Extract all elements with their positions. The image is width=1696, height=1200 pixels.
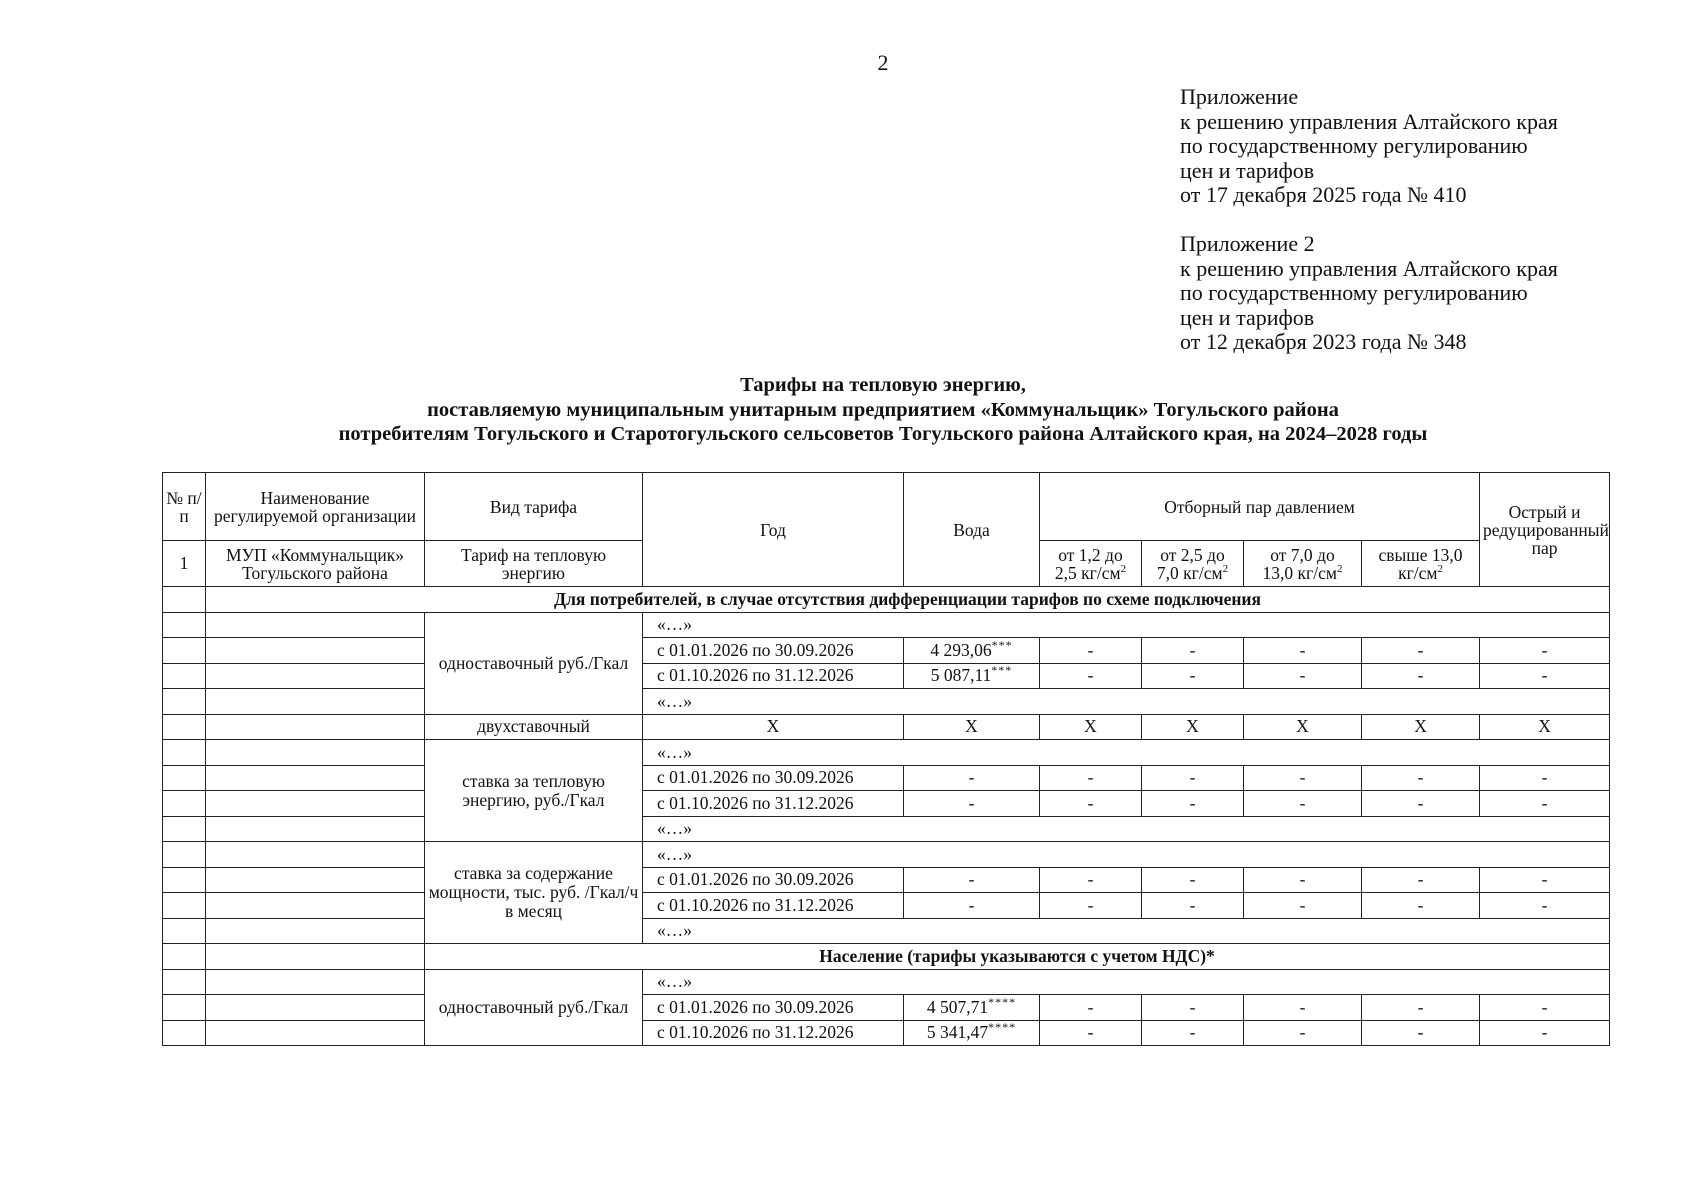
value-text: 5 341,47 bbox=[926, 1022, 989, 1043]
empty-cell bbox=[206, 714, 425, 740]
dash-cell: - bbox=[1362, 765, 1480, 791]
period-cell: с 01.01.2026 по 30.09.2026 bbox=[643, 638, 904, 664]
dash-cell: - bbox=[1244, 867, 1362, 893]
appendix-line: по государственному регулированию bbox=[1180, 280, 1528, 305]
two-rate-label: двухставочный bbox=[425, 714, 643, 740]
document-title bbox=[0, 373, 1696, 447]
dash-cell: - bbox=[1362, 893, 1480, 919]
empty-cell bbox=[163, 1020, 206, 1046]
empty-cell bbox=[163, 740, 206, 766]
ellipsis-row: «…» bbox=[643, 969, 1610, 995]
header-steam-2-a: от 2,5 до bbox=[1160, 544, 1225, 565]
sq-sup: 2 bbox=[1336, 562, 1343, 575]
empty-cell bbox=[163, 689, 206, 715]
dash-cell: - bbox=[1142, 893, 1244, 919]
sq-sup: 2 bbox=[1120, 562, 1127, 575]
x-cell: X bbox=[1362, 714, 1480, 740]
dash-cell: - bbox=[1244, 1020, 1362, 1046]
empty-cell bbox=[163, 638, 206, 664]
appendix-line: цен и тарифов bbox=[1180, 304, 1315, 330]
dash-cell: - bbox=[1040, 663, 1142, 689]
header-steam-4-a: свыше 13,0 bbox=[1378, 544, 1463, 565]
period-cell: с 01.10.2026 по 31.12.2026 bbox=[643, 1020, 904, 1046]
empty-cell bbox=[163, 714, 206, 740]
value-text: 4 293,06 bbox=[930, 639, 992, 660]
one-rate-label: одноставочный руб./Гкал bbox=[425, 969, 643, 1046]
dash-cell: - bbox=[904, 791, 1040, 817]
dash-cell: - bbox=[1040, 867, 1142, 893]
header-steam-1-b: 2,5 кг/см bbox=[1054, 562, 1121, 583]
dash-cell: - bbox=[1040, 1020, 1142, 1046]
empty-cell bbox=[163, 995, 206, 1021]
dash-cell: - bbox=[1362, 791, 1480, 817]
x-cell: X bbox=[1142, 714, 1244, 740]
sq-sup: 2 bbox=[1222, 562, 1229, 575]
dash-cell: - bbox=[1480, 765, 1610, 791]
title-line: Тарифы на тепловую энергию, bbox=[740, 374, 1026, 396]
dash-cell: - bbox=[904, 867, 1040, 893]
sq-sup: 2 bbox=[1437, 562, 1443, 575]
dash-cell: - bbox=[1480, 638, 1610, 664]
empty-cell bbox=[206, 1020, 425, 1046]
dash-cell: - bbox=[1040, 791, 1142, 817]
x-cell: X bbox=[1040, 714, 1142, 740]
header-sharp-steam: Острый и редуцированный пар bbox=[1480, 473, 1610, 587]
header-steam-4-b: кг/см bbox=[1398, 562, 1438, 583]
empty-cell bbox=[206, 638, 425, 664]
empty-cell bbox=[206, 969, 425, 995]
dash-cell: - bbox=[1244, 765, 1362, 791]
x-cell: X bbox=[1244, 714, 1362, 740]
section-title-2: Население (тарифы указываются с учетом НДС)* bbox=[425, 944, 1610, 970]
empty-cell bbox=[206, 740, 425, 766]
section-title-1: Для потребителей, в случае отсутствия дифференциации тарифов по схеме подключения bbox=[206, 587, 1610, 613]
dash-cell: - bbox=[904, 765, 1040, 791]
header-steam-group: Отборный пар давлением bbox=[1040, 473, 1480, 541]
dash-cell: - bbox=[1362, 867, 1480, 893]
x-cell: X bbox=[643, 714, 904, 740]
org-tariff-cell: Тариф на тепловую энергию bbox=[425, 541, 643, 587]
appendix-line: от 12 декабря 2023 года № 348 bbox=[1180, 329, 1467, 354]
empty-cell bbox=[163, 867, 206, 893]
water-value bbox=[904, 663, 1040, 689]
header-steam-3 bbox=[1244, 541, 1362, 587]
period-cell: с 01.10.2026 по 31.12.2026 bbox=[643, 663, 904, 689]
period-cell: с 01.10.2026 по 31.12.2026 bbox=[643, 893, 904, 919]
dash-cell: - bbox=[1480, 791, 1610, 817]
footnote-mark: **** bbox=[988, 994, 1017, 1009]
footnote-mark: *** bbox=[991, 663, 1013, 678]
dash-cell: - bbox=[1244, 791, 1362, 817]
org-num-cell: 1 bbox=[163, 541, 206, 587]
x-cell: X bbox=[1480, 714, 1610, 740]
empty-cell bbox=[206, 663, 425, 689]
heat-rate-label: ставка за тепловую энергию, руб./Гкал bbox=[425, 740, 643, 842]
dash-cell: - bbox=[1040, 893, 1142, 919]
empty-cell bbox=[163, 816, 206, 842]
footnote-mark: *** bbox=[991, 637, 1013, 652]
header-org: Наименование регулируемой организации bbox=[206, 473, 425, 541]
dash-cell: - bbox=[1480, 1020, 1610, 1046]
one-rate-label: одноставочный руб./Гкал bbox=[425, 612, 643, 714]
dash-cell: - bbox=[1142, 867, 1244, 893]
empty-cell bbox=[206, 791, 425, 817]
empty-cell bbox=[206, 918, 425, 944]
dash-cell: - bbox=[1480, 663, 1610, 689]
ellipsis-row: «…» bbox=[643, 842, 1610, 868]
empty-cell bbox=[163, 893, 206, 919]
period-cell: с 01.01.2026 по 30.09.2026 bbox=[643, 867, 904, 893]
dash-cell: - bbox=[1244, 638, 1362, 664]
title-line: поставляемую муниципальным унитарным предприятием «Коммунальщик» Тогульского района bbox=[427, 398, 1339, 421]
empty-cell bbox=[206, 867, 425, 893]
appendix-line: Приложение 2 bbox=[1180, 231, 1315, 256]
header-steam-3-a: от 7,0 до bbox=[1270, 544, 1335, 565]
footnote-mark: **** bbox=[988, 1020, 1017, 1035]
dash-cell: - bbox=[1244, 893, 1362, 919]
appendix-line: по государственному регулированию bbox=[1180, 133, 1528, 158]
dash-cell: - bbox=[1040, 638, 1142, 664]
empty-cell bbox=[163, 842, 206, 868]
period-cell: с 01.01.2026 по 30.09.2026 bbox=[643, 765, 904, 791]
empty-cell bbox=[206, 995, 425, 1021]
empty-cell bbox=[163, 791, 206, 817]
dash-cell: - bbox=[1142, 1020, 1244, 1046]
header-steam-2 bbox=[1142, 541, 1244, 587]
x-cell: X bbox=[904, 714, 1040, 740]
value-text: 4 507,71 bbox=[926, 996, 989, 1017]
empty-cell bbox=[206, 893, 425, 919]
empty-cell bbox=[163, 944, 206, 970]
dash-cell: - bbox=[1480, 867, 1610, 893]
header-steam-4 bbox=[1362, 541, 1480, 587]
header-tariff-type: Вид тарифа bbox=[425, 473, 643, 541]
empty-cell bbox=[163, 612, 206, 638]
ellipsis-row: «…» bbox=[643, 816, 1610, 842]
appendix-line: цен и тарифов bbox=[1180, 157, 1315, 183]
appendix-line: от 17 декабря 2025 года № 410 bbox=[1180, 182, 1467, 207]
ellipsis-row: «…» bbox=[643, 689, 1610, 715]
empty-cell bbox=[206, 612, 425, 638]
dash-cell: - bbox=[1142, 765, 1244, 791]
empty-cell bbox=[206, 689, 425, 715]
dash-cell: - bbox=[1244, 995, 1362, 1021]
dash-cell: - bbox=[1040, 765, 1142, 791]
dash-cell: - bbox=[1480, 893, 1610, 919]
dash-cell: - bbox=[904, 893, 1040, 919]
header-num: № п/п bbox=[163, 473, 206, 541]
dash-cell: - bbox=[1142, 638, 1244, 664]
tariff-table bbox=[162, 472, 1610, 1046]
empty-cell bbox=[163, 765, 206, 791]
dash-cell: - bbox=[1142, 995, 1244, 1021]
water-value bbox=[904, 995, 1040, 1021]
dash-cell: - bbox=[1040, 995, 1142, 1021]
dash-cell: - bbox=[1362, 663, 1480, 689]
empty-cell bbox=[163, 587, 206, 613]
appendix-line: к решению управления Алтайского края bbox=[1180, 255, 1558, 281]
dash-cell: - bbox=[1480, 995, 1610, 1021]
empty-cell bbox=[206, 816, 425, 842]
header-steam-3-b: 13,0 кг/см bbox=[1262, 562, 1337, 583]
appendix-line: к решению управления Алтайского края bbox=[1180, 108, 1558, 134]
dash-cell: - bbox=[1362, 638, 1480, 664]
appendix-line: Приложение bbox=[1180, 84, 1299, 109]
org-name-cell: МУП «Коммунальщик» Тогульского района bbox=[206, 541, 425, 587]
ellipsis-row: «…» bbox=[643, 612, 1610, 638]
dash-cell: - bbox=[1142, 663, 1244, 689]
capacity-rate-label: ставка за содержание мощности, тыс. руб. /Гкал/ч в месяц bbox=[425, 842, 643, 944]
empty-cell bbox=[206, 944, 425, 970]
header-steam-1-a: от 1,2 до bbox=[1058, 544, 1123, 565]
header-year: Год bbox=[643, 473, 904, 587]
empty-cell bbox=[163, 969, 206, 995]
ellipsis-row: «…» bbox=[643, 918, 1610, 944]
header-water: Вода bbox=[904, 473, 1040, 587]
period-cell: с 01.10.2026 по 31.12.2026 bbox=[643, 791, 904, 817]
dash-cell: - bbox=[1362, 995, 1480, 1021]
appendix-2-block bbox=[1180, 232, 1558, 355]
water-value bbox=[904, 1020, 1040, 1046]
title-line: потребителям Тогульского и Старотогульского сельсоветов Тогульского района Алтайского края, на 2024–2028 годы bbox=[338, 423, 1428, 445]
page-number: 2 bbox=[877, 50, 889, 75]
period-cell: с 01.01.2026 по 30.09.2026 bbox=[643, 995, 904, 1021]
dash-cell: - bbox=[1362, 1020, 1480, 1046]
value-text: 5 087,11 bbox=[930, 665, 992, 686]
empty-cell bbox=[163, 918, 206, 944]
empty-cell bbox=[163, 663, 206, 689]
ellipsis-row: «…» bbox=[643, 740, 1610, 766]
water-value bbox=[904, 638, 1040, 664]
empty-cell bbox=[206, 842, 425, 868]
header-steam-2-b: 7,0 кг/см bbox=[1156, 562, 1223, 583]
appendix-1-block bbox=[1180, 85, 1558, 208]
header-steam-1 bbox=[1040, 541, 1142, 587]
dash-cell: - bbox=[1244, 663, 1362, 689]
dash-cell: - bbox=[1142, 791, 1244, 817]
empty-cell bbox=[206, 765, 425, 791]
